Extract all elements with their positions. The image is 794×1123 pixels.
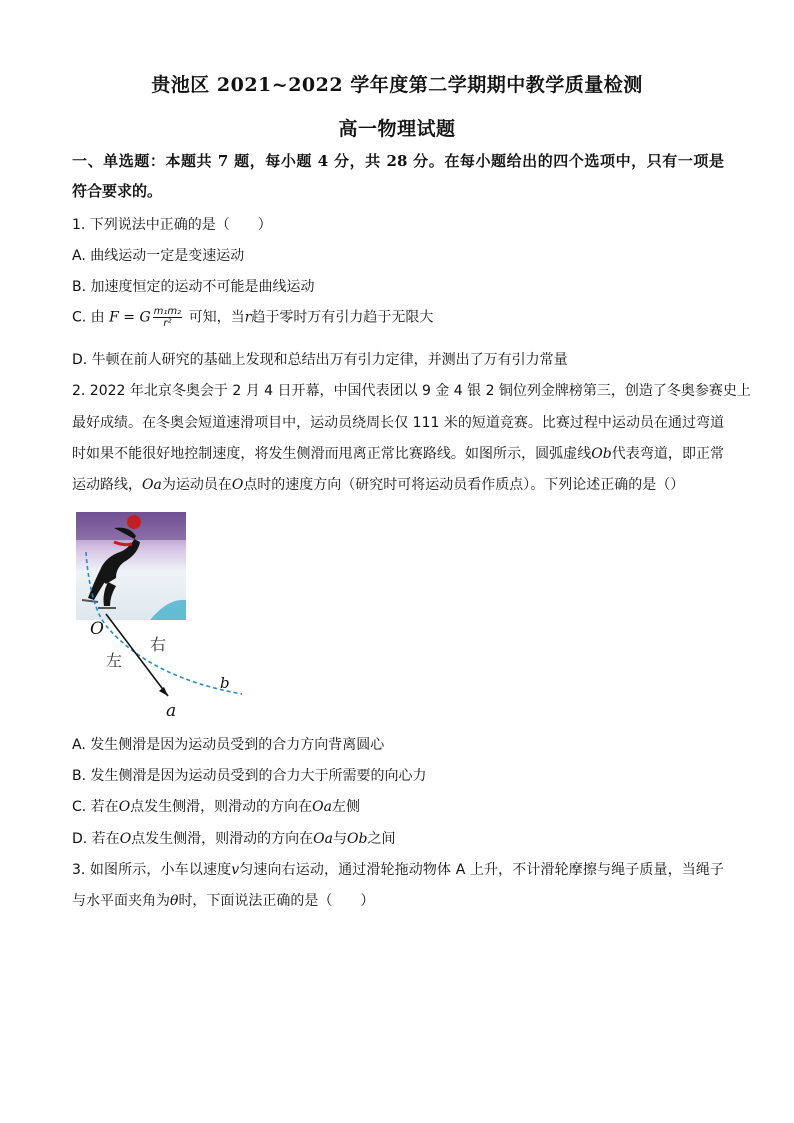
q1-c-prefix: C. 由	[72, 309, 105, 326]
q2-d-d: 之间	[367, 831, 396, 847]
q2-line3-a: 时如果不能很好地控制速度，将发生侧滑而甩离正常比赛路线。如图所示，圆弧虚线	[72, 446, 592, 462]
q1-c-denominator: r²	[163, 318, 172, 329]
q1-c-numerator: m₁m₂	[153, 306, 182, 317]
q3-line2-a: 与水平面夹角为	[72, 893, 170, 909]
q1-option-b: B. 加速度恒定的运动不可能是曲线运动	[72, 279, 315, 295]
q2-line4	[72, 474, 724, 494]
q1-c-suffix: 可知，当	[188, 309, 245, 326]
q1-c-fraction	[153, 306, 183, 329]
q1-option-c	[72, 306, 724, 329]
q2-line4-b: 为运动员在	[161, 477, 232, 493]
q2-c-c: 左侧	[332, 799, 360, 815]
exam-title: 贵池区 2021~2022 学年度第二学期期中教学质量检测	[151, 74, 643, 96]
q1-option-d: D. 牛顿在前人研究的基础上发现和总结出万有引力定律，并测出了万有引力常量	[72, 352, 568, 368]
arrow-oa-head	[159, 687, 168, 696]
q3-line2-b: 时，下面说法正确的是（ ）	[178, 893, 375, 909]
q2-option-a: A. 发生侧滑是因为运动员受到的合力方向背离圆心	[72, 737, 385, 753]
q2-d-c: 与	[333, 831, 347, 847]
q3-line1-b: 匀速向右运动，通过滑轮拖动物体 A 上升，不计滑轮摩擦与绳子质量，当绳子	[239, 862, 724, 878]
q2-c-a: C. 若在	[72, 799, 119, 815]
q2-line1: 2. 2022 年北京冬奥会于 2 月 4 日开幕，中国代表团以 9 金 4 银 2 铜位列金牌榜第三，创造了冬奥参赛史上	[72, 383, 751, 399]
section-heading-line1: 一、单选题：本题共 7 题，每小题 4 分，共 28 分。在每小题给出的四个选项中，只有一项是	[72, 152, 724, 170]
q3-line2-var: θ	[170, 893, 179, 909]
q3-line1	[72, 859, 724, 879]
q1-c-formula-lhs: F = G	[109, 309, 151, 326]
q1-stem: 1. 下列说法中正确的是（ ）	[72, 217, 272, 233]
q2-option-b: B. 发生侧滑是因为运动员受到的合力大于所需要的向心力	[72, 768, 427, 784]
label-left: 左	[106, 651, 123, 670]
q2-d-a: D. 若在	[72, 831, 120, 847]
q2-c-var2: Oa	[312, 799, 332, 815]
label-o: O	[90, 619, 104, 639]
figure-svg	[72, 508, 252, 720]
q2-option-d	[72, 828, 724, 848]
speed-skating-figure	[72, 508, 252, 720]
q2-line3-b: 代表弯道，即正常	[611, 446, 725, 462]
q2-line2: 最好成绩。在冬奥会短道速滑项目中，运动员绕周长仅 111 米的短道竞赛。比赛过程中运动员在通过弯道	[72, 415, 724, 431]
q2-line3	[72, 443, 724, 463]
q1-c-end: 趋于零时万有引力趋于无限大	[251, 309, 434, 326]
q2-line4-a: 运动路线，	[72, 477, 142, 493]
q2-c-var: O	[118, 799, 131, 815]
q2-line4-var: Oa	[142, 477, 162, 493]
q2-d-b: 点发生侧滑，则滑动的方向在	[131, 831, 314, 847]
q3-line2	[72, 890, 724, 910]
q3-line1-var: v	[231, 862, 240, 878]
label-b: b	[220, 674, 230, 692]
exam-subtitle: 高一物理试题	[338, 118, 456, 140]
q2-line4-c: 点时的速度方向（研究时可将运动员看作质点）。下列论述正确的是（）	[243, 477, 685, 493]
q2-line3-var: Ob	[591, 446, 612, 462]
label-right: 右	[150, 635, 167, 654]
q2-c-b: 点发生侧滑，则滑动的方向在	[130, 799, 313, 815]
section-heading-line2: 符合要求的。	[72, 182, 163, 200]
q2-d-var3: Ob	[347, 831, 368, 847]
q1-c-var: r	[244, 309, 252, 326]
q1-option-a: A. 曲线运动一定是变速运动	[72, 248, 245, 264]
q2-option-c	[72, 796, 724, 816]
q2-d-var: O	[119, 831, 132, 847]
label-a: a	[166, 701, 177, 720]
q3-line1-a: 3. 如图所示，小车以速度	[72, 862, 232, 878]
q2-line4-var2: O	[231, 477, 244, 493]
q2-d-var2: Oa	[313, 831, 333, 847]
